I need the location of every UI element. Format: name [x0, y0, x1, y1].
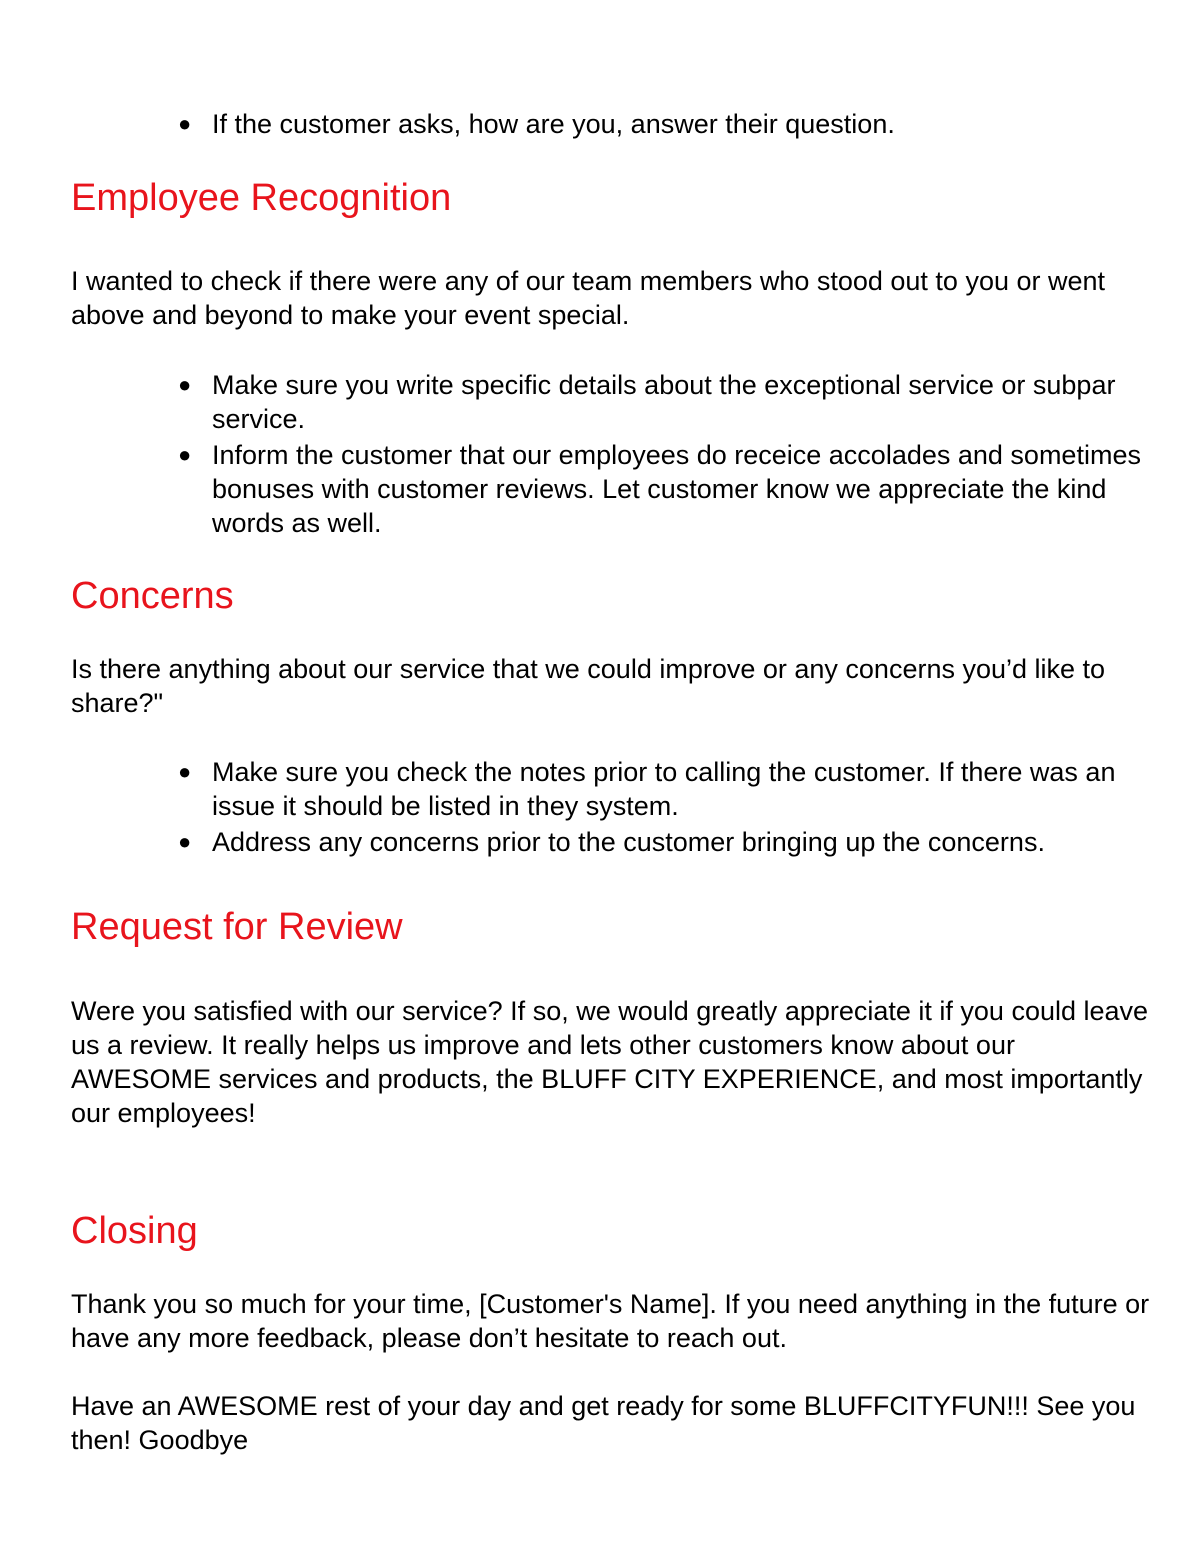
bullet-icon: ● — [178, 829, 192, 854]
bullet-icon: ● — [178, 759, 192, 784]
concerns-paragraph: Is there anything about our service that we could improve or any concerns you’d like to share?" — [71, 654, 1106, 718]
list-item: ● Make sure you write specific details about the exceptional service or subpar service. — [178, 370, 1116, 434]
recognition-paragraph: I wanted to check if there were any of our team members who stood out to you or went above and beyond to make your event special. — [71, 266, 1106, 330]
section-heading-request-for-review: Request for Review — [71, 906, 403, 948]
list-item: ● Address any concerns prior to the customer bringing up the concerns. — [178, 827, 1045, 857]
list-item: ● Make sure you check the notes prior to calling the customer. If there was an issue it should be listed in they system. — [178, 757, 1116, 821]
closing-farewell-paragraph: Have an AWESOME rest of your day and get ready for some BLUFFCITYFUN!!! See you then! Goodbye — [71, 1391, 1136, 1455]
bullet-icon: ● — [178, 111, 192, 136]
intro-bullet-list — [71, 107, 1162, 143]
closing-paragraph: Thank you so much for your time, [Customer's Name]. If you need anything in the future or have any more feedback, please don’t hesitate to reach out. — [71, 1289, 1150, 1353]
section-heading-concerns: Concerns — [71, 575, 234, 617]
concerns-bullet-list — [71, 755, 1162, 861]
list-item: ● If the customer asks, how are you, answer their question. — [178, 109, 895, 139]
bullet-icon: ● — [178, 442, 192, 467]
list-item: ● Inform the customer that our employees do receice accolades and sometimes bonuses with customer reviews. Let customer know we appreciate the kind words as well. — [178, 440, 1141, 538]
recognition-bullet-list — [71, 368, 1162, 542]
section-heading-employee-recognition: Employee Recognition — [71, 177, 452, 219]
review-paragraph: Were you satisfied with our service? If so, we would greatly appreciate it if you could leave us a review. It really helps us improve and lets other customers know about our AWESOME services and products, the BLUFF CITY EXPERIENCE, and most importantly our employees! — [71, 996, 1149, 1128]
bullet-icon: ● — [178, 372, 192, 397]
section-heading-closing: Closing — [71, 1210, 198, 1252]
